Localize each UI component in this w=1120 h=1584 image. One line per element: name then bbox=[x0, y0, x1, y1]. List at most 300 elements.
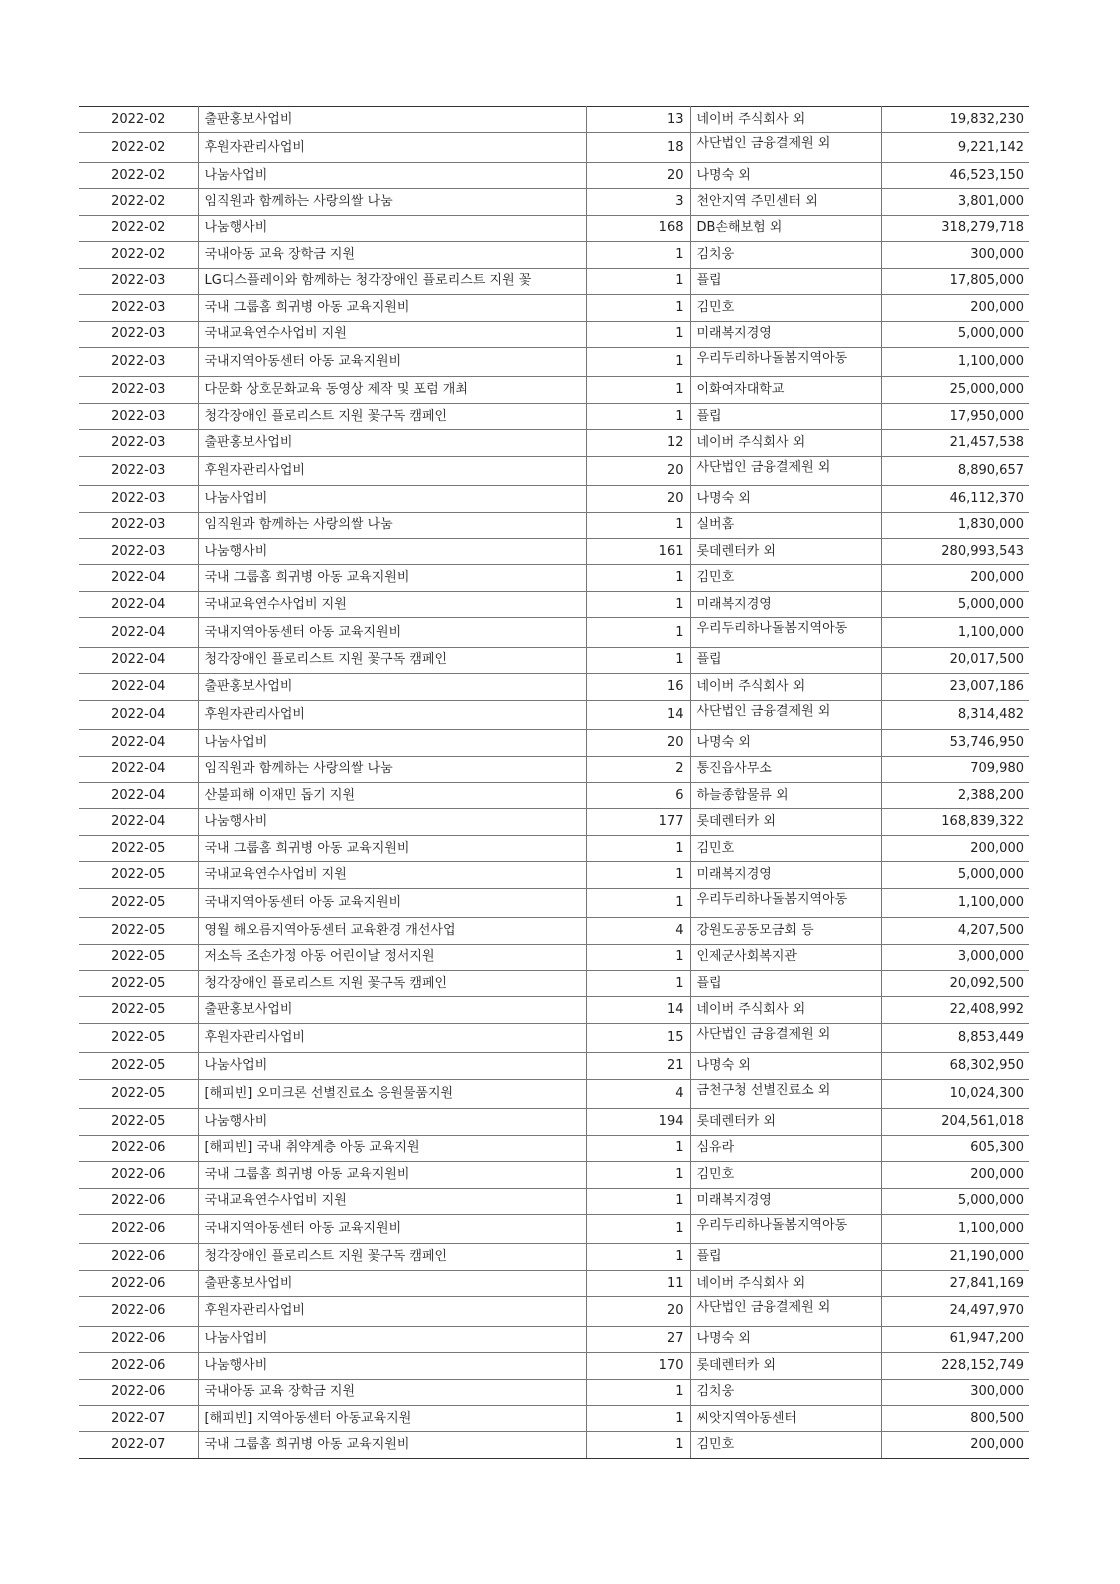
count-cell: 20 bbox=[586, 456, 690, 485]
project-cell: 나눔사업비 bbox=[198, 1053, 586, 1079]
amount-cell: 61,947,200 bbox=[881, 1326, 1029, 1352]
recipient-cell: 미래복지경영 bbox=[690, 1188, 881, 1214]
table-row bbox=[79, 1406, 1029, 1432]
month-cell: 2022-02 bbox=[79, 162, 198, 188]
amount-cell: 20,017,500 bbox=[881, 647, 1029, 673]
table-row bbox=[79, 835, 1029, 861]
project-cell: 출판홍보사업비 bbox=[198, 107, 586, 133]
project-cell: 나눔행사비 bbox=[198, 1109, 586, 1135]
project-cell: 국내 그룹홈 희귀병 아동 교육지원비 bbox=[198, 1432, 586, 1458]
amount-cell: 204,561,018 bbox=[881, 1109, 1029, 1135]
amount-cell: 800,500 bbox=[881, 1406, 1029, 1432]
amount-cell: 3,000,000 bbox=[881, 944, 1029, 970]
project-cell: 출판홍보사업비 bbox=[198, 997, 586, 1023]
month-cell: 2022-03 bbox=[79, 512, 198, 538]
amount-cell: 68,302,950 bbox=[881, 1053, 1029, 1079]
project-cell: 나눔행사비 bbox=[198, 215, 586, 241]
month-cell: 2022-06 bbox=[79, 1297, 198, 1326]
amount-cell: 1,100,000 bbox=[881, 888, 1029, 917]
recipient-cell: 네이버 주식회사 외 bbox=[690, 997, 881, 1023]
month-cell: 2022-03 bbox=[79, 486, 198, 512]
recipient-cell: 네이버 주식회사 외 bbox=[690, 430, 881, 456]
month-cell: 2022-05 bbox=[79, 944, 198, 970]
project-cell: 청각장애인 플로리스트 지원 꽃구독 캠페인 bbox=[198, 971, 586, 997]
count-cell: 194 bbox=[586, 1109, 690, 1135]
amount-cell: 5,000,000 bbox=[881, 1188, 1029, 1214]
table-row bbox=[79, 430, 1029, 456]
table-row bbox=[79, 1135, 1029, 1161]
table-row bbox=[79, 1326, 1029, 1352]
count-cell: 18 bbox=[586, 133, 690, 162]
project-cell: 후원자관리사업비 bbox=[198, 700, 586, 729]
recipient-cell: 미래복지경영 bbox=[690, 591, 881, 617]
count-cell: 15 bbox=[586, 1023, 690, 1052]
table-row bbox=[79, 756, 1029, 782]
count-cell: 1 bbox=[586, 268, 690, 294]
amount-cell: 46,523,150 bbox=[881, 162, 1029, 188]
recipient-cell: 김민호 bbox=[690, 1432, 881, 1458]
month-cell: 2022-06 bbox=[79, 1244, 198, 1270]
table-row bbox=[79, 1053, 1029, 1079]
month-cell: 2022-03 bbox=[79, 456, 198, 485]
recipient-cell: 김민호 bbox=[690, 295, 881, 321]
count-cell: 1 bbox=[586, 1432, 690, 1458]
project-cell: 청각장애인 플로리스트 지원 꽃구독 캠페인 bbox=[198, 1244, 586, 1270]
recipient-cell: 플립 bbox=[690, 647, 881, 673]
project-cell: 영월 해오름지역아동센터 교육환경 개선사업 bbox=[198, 918, 586, 944]
recipient-cell: 플립 bbox=[690, 268, 881, 294]
count-cell: 20 bbox=[586, 1297, 690, 1326]
table-row bbox=[79, 647, 1029, 673]
table-row bbox=[79, 1214, 1029, 1243]
project-cell: 산불피해 이재민 돕기 지원 bbox=[198, 782, 586, 808]
count-cell: 14 bbox=[586, 997, 690, 1023]
count-cell: 1 bbox=[586, 242, 690, 268]
recipient-cell: 씨앗지역아동센터 bbox=[690, 1406, 881, 1432]
amount-cell: 17,805,000 bbox=[881, 268, 1029, 294]
project-cell: 국내 그룹홈 희귀병 아동 교육지원비 bbox=[198, 1162, 586, 1188]
count-cell: 27 bbox=[586, 1326, 690, 1352]
project-cell: 임직원과 함께하는 사랑의쌀 나눔 bbox=[198, 512, 586, 538]
project-cell: 출판홍보사업비 bbox=[198, 430, 586, 456]
amount-cell: 318,279,718 bbox=[881, 215, 1029, 241]
project-cell: 나눔행사비 bbox=[198, 1353, 586, 1379]
month-cell: 2022-05 bbox=[79, 918, 198, 944]
month-cell: 2022-05 bbox=[79, 862, 198, 888]
amount-cell: 8,853,449 bbox=[881, 1023, 1029, 1052]
month-cell: 2022-05 bbox=[79, 1053, 198, 1079]
recipient-cell: 실버홈 bbox=[690, 512, 881, 538]
project-cell: 출판홍보사업비 bbox=[198, 1270, 586, 1296]
project-cell: 국내 그룹홈 희귀병 아동 교육지원비 bbox=[198, 565, 586, 591]
amount-cell: 200,000 bbox=[881, 1162, 1029, 1188]
amount-cell: 17,950,000 bbox=[881, 403, 1029, 429]
recipient-cell: 김민호 bbox=[690, 835, 881, 861]
recipient-cell: 나명숙 외 bbox=[690, 486, 881, 512]
amount-cell: 3,801,000 bbox=[881, 189, 1029, 215]
count-cell: 1 bbox=[586, 591, 690, 617]
month-cell: 2022-07 bbox=[79, 1406, 198, 1432]
count-cell: 1 bbox=[586, 321, 690, 347]
table-row bbox=[79, 1353, 1029, 1379]
amount-cell: 1,100,000 bbox=[881, 347, 1029, 376]
recipient-cell: 롯데렌터카 외 bbox=[690, 1353, 881, 1379]
month-cell: 2022-03 bbox=[79, 295, 198, 321]
month-cell: 2022-04 bbox=[79, 565, 198, 591]
month-cell: 2022-05 bbox=[79, 971, 198, 997]
project-cell: 청각장애인 플로리스트 지원 꽃구독 캠페인 bbox=[198, 403, 586, 429]
month-cell: 2022-04 bbox=[79, 730, 198, 756]
table-row bbox=[79, 133, 1029, 162]
month-cell: 2022-06 bbox=[79, 1214, 198, 1243]
table-row bbox=[79, 730, 1029, 756]
project-cell: 국내지역아동센터 아동 교육지원비 bbox=[198, 618, 586, 647]
amount-cell: 24,497,970 bbox=[881, 1297, 1029, 1326]
recipient-cell: 롯데렌터카 외 bbox=[690, 539, 881, 565]
recipient-cell: 사단법인 금융결제원 외 bbox=[690, 700, 881, 729]
count-cell: 6 bbox=[586, 782, 690, 808]
count-cell: 1 bbox=[586, 971, 690, 997]
month-cell: 2022-02 bbox=[79, 215, 198, 241]
count-cell: 1 bbox=[586, 403, 690, 429]
recipient-cell: 사단법인 금융결제원 외 bbox=[690, 133, 881, 162]
recipient-cell: 플립 bbox=[690, 403, 881, 429]
amount-cell: 300,000 bbox=[881, 1379, 1029, 1405]
table-row bbox=[79, 347, 1029, 376]
count-cell: 16 bbox=[586, 674, 690, 700]
project-cell: 국내아동 교육 장학금 지원 bbox=[198, 242, 586, 268]
table-row bbox=[79, 321, 1029, 347]
table-row bbox=[79, 1023, 1029, 1052]
project-cell: 다문화 상호문화교육 동영상 제작 및 포럼 개최 bbox=[198, 377, 586, 403]
count-cell: 1 bbox=[586, 862, 690, 888]
amount-cell: 53,746,950 bbox=[881, 730, 1029, 756]
count-cell: 1 bbox=[586, 888, 690, 917]
count-cell: 2 bbox=[586, 756, 690, 782]
recipient-cell: 미래복지경영 bbox=[690, 321, 881, 347]
count-cell: 21 bbox=[586, 1053, 690, 1079]
table-row bbox=[79, 107, 1029, 133]
amount-cell: 5,000,000 bbox=[881, 321, 1029, 347]
count-cell: 20 bbox=[586, 486, 690, 512]
count-cell: 1 bbox=[586, 1188, 690, 1214]
recipient-cell: 김민호 bbox=[690, 565, 881, 591]
amount-cell: 27,841,169 bbox=[881, 1270, 1029, 1296]
table-row bbox=[79, 971, 1029, 997]
amount-cell: 20,092,500 bbox=[881, 971, 1029, 997]
recipient-cell: 플립 bbox=[690, 971, 881, 997]
count-cell: 1 bbox=[586, 1214, 690, 1243]
project-cell: 국내교육연수사업비 지원 bbox=[198, 862, 586, 888]
table-row bbox=[79, 456, 1029, 485]
amount-cell: 709,980 bbox=[881, 756, 1029, 782]
amount-cell: 280,993,543 bbox=[881, 539, 1029, 565]
count-cell: 20 bbox=[586, 730, 690, 756]
table-row bbox=[79, 486, 1029, 512]
month-cell: 2022-03 bbox=[79, 377, 198, 403]
amount-cell: 1,100,000 bbox=[881, 1214, 1029, 1243]
month-cell: 2022-05 bbox=[79, 1109, 198, 1135]
recipient-cell: 나명숙 외 bbox=[690, 730, 881, 756]
table-row bbox=[79, 700, 1029, 729]
count-cell: 1 bbox=[586, 295, 690, 321]
project-cell: 임직원과 함께하는 사랑의쌀 나눔 bbox=[198, 756, 586, 782]
project-cell: 후원자관리사업비 bbox=[198, 1023, 586, 1052]
month-cell: 2022-02 bbox=[79, 133, 198, 162]
count-cell: 3 bbox=[586, 189, 690, 215]
month-cell: 2022-06 bbox=[79, 1379, 198, 1405]
amount-cell: 1,100,000 bbox=[881, 618, 1029, 647]
recipient-cell: 이화여자대학교 bbox=[690, 377, 881, 403]
count-cell: 1 bbox=[586, 347, 690, 376]
month-cell: 2022-06 bbox=[79, 1353, 198, 1379]
project-cell: 후원자관리사업비 bbox=[198, 1297, 586, 1326]
table-row bbox=[79, 565, 1029, 591]
table-row bbox=[79, 377, 1029, 403]
month-cell: 2022-05 bbox=[79, 888, 198, 917]
table-row bbox=[79, 242, 1029, 268]
month-cell: 2022-04 bbox=[79, 591, 198, 617]
table-row bbox=[79, 215, 1029, 241]
project-cell: [해피빈] 국내 취약계층 아동 교육지원 bbox=[198, 1135, 586, 1161]
project-cell: 나눔사업비 bbox=[198, 730, 586, 756]
project-cell: 국내교육연수사업비 지원 bbox=[198, 1188, 586, 1214]
project-cell: 나눔사업비 bbox=[198, 486, 586, 512]
table-row bbox=[79, 862, 1029, 888]
project-cell: 국내교육연수사업비 지원 bbox=[198, 591, 586, 617]
amount-cell: 5,000,000 bbox=[881, 591, 1029, 617]
month-cell: 2022-05 bbox=[79, 1023, 198, 1052]
recipient-cell: 하늘종합물류 외 bbox=[690, 782, 881, 808]
recipient-cell: 우리두리하나돌봄지역아동 bbox=[690, 888, 881, 917]
table-row bbox=[79, 674, 1029, 700]
amount-cell: 23,007,186 bbox=[881, 674, 1029, 700]
recipient-cell: 우리두리하나돌봄지역아동 bbox=[690, 1214, 881, 1243]
amount-cell: 4,207,500 bbox=[881, 918, 1029, 944]
project-cell: LG디스플레이와 함께하는 청각장애인 플로리스트 지원 꽃 bbox=[198, 268, 586, 294]
month-cell: 2022-06 bbox=[79, 1135, 198, 1161]
count-cell: 4 bbox=[586, 1079, 690, 1108]
recipient-cell: 네이버 주식회사 외 bbox=[690, 1270, 881, 1296]
count-cell: 1 bbox=[586, 944, 690, 970]
count-cell: 1 bbox=[586, 1135, 690, 1161]
amount-cell: 46,112,370 bbox=[881, 486, 1029, 512]
count-cell: 1 bbox=[586, 1244, 690, 1270]
table-row bbox=[79, 189, 1029, 215]
amount-cell: 22,408,992 bbox=[881, 997, 1029, 1023]
count-cell: 1 bbox=[586, 647, 690, 673]
amount-cell: 200,000 bbox=[881, 1432, 1029, 1458]
recipient-cell: 네이버 주식회사 외 bbox=[690, 107, 881, 133]
month-cell: 2022-02 bbox=[79, 189, 198, 215]
table-row bbox=[79, 403, 1029, 429]
month-cell: 2022-03 bbox=[79, 268, 198, 294]
project-cell: 국내 그룹홈 희귀병 아동 교육지원비 bbox=[198, 835, 586, 861]
amount-cell: 9,221,142 bbox=[881, 133, 1029, 162]
amount-cell: 10,024,300 bbox=[881, 1079, 1029, 1108]
month-cell: 2022-04 bbox=[79, 674, 198, 700]
amount-cell: 2,388,200 bbox=[881, 782, 1029, 808]
table-row bbox=[79, 618, 1029, 647]
table-row bbox=[79, 1079, 1029, 1108]
month-cell: 2022-04 bbox=[79, 700, 198, 729]
table-row bbox=[79, 1297, 1029, 1326]
recipient-cell: 천안지역 주민센터 외 bbox=[690, 189, 881, 215]
table-row bbox=[79, 888, 1029, 917]
month-cell: 2022-04 bbox=[79, 618, 198, 647]
month-cell: 2022-06 bbox=[79, 1326, 198, 1352]
project-cell: 국내지역아동센터 아동 교육지원비 bbox=[198, 1214, 586, 1243]
project-cell: 나눔행사비 bbox=[198, 539, 586, 565]
count-cell: 4 bbox=[586, 918, 690, 944]
month-cell: 2022-03 bbox=[79, 347, 198, 376]
recipient-cell: DB손해보험 외 bbox=[690, 215, 881, 241]
amount-cell: 168,839,322 bbox=[881, 809, 1029, 835]
recipient-cell: 인제군사회복지관 bbox=[690, 944, 881, 970]
amount-cell: 5,000,000 bbox=[881, 862, 1029, 888]
count-cell: 170 bbox=[586, 1353, 690, 1379]
recipient-cell: 통진읍사무소 bbox=[690, 756, 881, 782]
recipient-cell: 우리두리하나돌봄지역아동 bbox=[690, 347, 881, 376]
recipient-cell: 플립 bbox=[690, 1244, 881, 1270]
amount-cell: 200,000 bbox=[881, 835, 1029, 861]
count-cell: 11 bbox=[586, 1270, 690, 1296]
table-row bbox=[79, 162, 1029, 188]
count-cell: 1 bbox=[586, 1379, 690, 1405]
amount-cell: 21,190,000 bbox=[881, 1244, 1029, 1270]
project-cell: [해피빈] 지역아동센터 아동교육지원 bbox=[198, 1406, 586, 1432]
project-cell: 나눔사업비 bbox=[198, 162, 586, 188]
amount-cell: 19,832,230 bbox=[881, 107, 1029, 133]
table-row bbox=[79, 1188, 1029, 1214]
recipient-cell: 나명숙 외 bbox=[690, 1053, 881, 1079]
table-row bbox=[79, 591, 1029, 617]
table-row bbox=[79, 1379, 1029, 1405]
recipient-cell: 미래복지경영 bbox=[690, 862, 881, 888]
month-cell: 2022-03 bbox=[79, 403, 198, 429]
count-cell: 1 bbox=[586, 1406, 690, 1432]
expense-table bbox=[79, 106, 1029, 1459]
amount-cell: 200,000 bbox=[881, 565, 1029, 591]
table-row bbox=[79, 1244, 1029, 1270]
month-cell: 2022-07 bbox=[79, 1432, 198, 1458]
recipient-cell: 롯데렌터카 외 bbox=[690, 809, 881, 835]
month-cell: 2022-06 bbox=[79, 1270, 198, 1296]
table-row bbox=[79, 918, 1029, 944]
table-row bbox=[79, 295, 1029, 321]
recipient-cell: 금천구청 선별진료소 외 bbox=[690, 1079, 881, 1108]
recipient-cell: 롯데렌터카 외 bbox=[690, 1109, 881, 1135]
count-cell: 1 bbox=[586, 618, 690, 647]
table-row bbox=[79, 1162, 1029, 1188]
month-cell: 2022-06 bbox=[79, 1188, 198, 1214]
table-row bbox=[79, 1109, 1029, 1135]
recipient-cell: 강원도공동모금회 등 bbox=[690, 918, 881, 944]
amount-cell: 605,300 bbox=[881, 1135, 1029, 1161]
count-cell: 1 bbox=[586, 377, 690, 403]
amount-cell: 25,000,000 bbox=[881, 377, 1029, 403]
table-row bbox=[79, 809, 1029, 835]
expense-table-body bbox=[79, 107, 1029, 1459]
recipient-cell: 사단법인 금융결제원 외 bbox=[690, 1297, 881, 1326]
amount-cell: 300,000 bbox=[881, 242, 1029, 268]
project-cell: 청각장애인 플로리스트 지원 꽃구독 캠페인 bbox=[198, 647, 586, 673]
project-cell: 저소득 조손가정 아동 어린이날 정서지원 bbox=[198, 944, 586, 970]
month-cell: 2022-04 bbox=[79, 782, 198, 808]
amount-cell: 8,314,482 bbox=[881, 700, 1029, 729]
table-row bbox=[79, 782, 1029, 808]
amount-cell: 200,000 bbox=[881, 295, 1029, 321]
table-row bbox=[79, 512, 1029, 538]
amount-cell: 1,830,000 bbox=[881, 512, 1029, 538]
table-row bbox=[79, 1270, 1029, 1296]
recipient-cell: 우리두리하나돌봄지역아동 bbox=[690, 618, 881, 647]
count-cell: 20 bbox=[586, 162, 690, 188]
count-cell: 168 bbox=[586, 215, 690, 241]
count-cell: 1 bbox=[586, 1162, 690, 1188]
month-cell: 2022-02 bbox=[79, 107, 198, 133]
month-cell: 2022-04 bbox=[79, 756, 198, 782]
count-cell: 177 bbox=[586, 809, 690, 835]
month-cell: 2022-05 bbox=[79, 1079, 198, 1108]
project-cell: 국내아동 교육 장학금 지원 bbox=[198, 1379, 586, 1405]
project-cell: 후원자관리사업비 bbox=[198, 133, 586, 162]
project-cell: 국내지역아동센터 아동 교육지원비 bbox=[198, 888, 586, 917]
count-cell: 1 bbox=[586, 565, 690, 591]
project-cell: 후원자관리사업비 bbox=[198, 456, 586, 485]
month-cell: 2022-04 bbox=[79, 809, 198, 835]
recipient-cell: 나명숙 외 bbox=[690, 1326, 881, 1352]
project-cell: 임직원과 함께하는 사랑의쌀 나눔 bbox=[198, 189, 586, 215]
table-row bbox=[79, 1432, 1029, 1458]
count-cell: 13 bbox=[586, 107, 690, 133]
month-cell: 2022-06 bbox=[79, 1162, 198, 1188]
amount-cell: 228,152,749 bbox=[881, 1353, 1029, 1379]
project-cell: 출판홍보사업비 bbox=[198, 674, 586, 700]
month-cell: 2022-05 bbox=[79, 835, 198, 861]
project-cell: 국내지역아동센터 아동 교육지원비 bbox=[198, 347, 586, 376]
count-cell: 161 bbox=[586, 539, 690, 565]
recipient-cell: 김치웅 bbox=[690, 242, 881, 268]
recipient-cell: 사단법인 금융결제원 외 bbox=[690, 456, 881, 485]
month-cell: 2022-03 bbox=[79, 321, 198, 347]
amount-cell: 21,457,538 bbox=[881, 430, 1029, 456]
recipient-cell: 나명숙 외 bbox=[690, 162, 881, 188]
recipient-cell: 사단법인 금융결제원 외 bbox=[690, 1023, 881, 1052]
month-cell: 2022-04 bbox=[79, 647, 198, 673]
table-row bbox=[79, 997, 1029, 1023]
table-row bbox=[79, 944, 1029, 970]
recipient-cell: 심유라 bbox=[690, 1135, 881, 1161]
project-cell: 국내교육연수사업비 지원 bbox=[198, 321, 586, 347]
count-cell: 1 bbox=[586, 835, 690, 861]
recipient-cell: 김치웅 bbox=[690, 1379, 881, 1405]
month-cell: 2022-03 bbox=[79, 539, 198, 565]
project-cell: 나눔행사비 bbox=[198, 809, 586, 835]
recipient-cell: 네이버 주식회사 외 bbox=[690, 674, 881, 700]
amount-cell: 8,890,657 bbox=[881, 456, 1029, 485]
month-cell: 2022-05 bbox=[79, 997, 198, 1023]
count-cell: 1 bbox=[586, 512, 690, 538]
project-cell: 국내 그룹홈 희귀병 아동 교육지원비 bbox=[198, 295, 586, 321]
table-row bbox=[79, 539, 1029, 565]
project-cell: [해피빈] 오미크론 선별진료소 응원물품지원 bbox=[198, 1079, 586, 1108]
recipient-cell: 김민호 bbox=[690, 1162, 881, 1188]
month-cell: 2022-02 bbox=[79, 242, 198, 268]
table-row bbox=[79, 268, 1029, 294]
count-cell: 12 bbox=[586, 430, 690, 456]
project-cell: 나눔사업비 bbox=[198, 1326, 586, 1352]
